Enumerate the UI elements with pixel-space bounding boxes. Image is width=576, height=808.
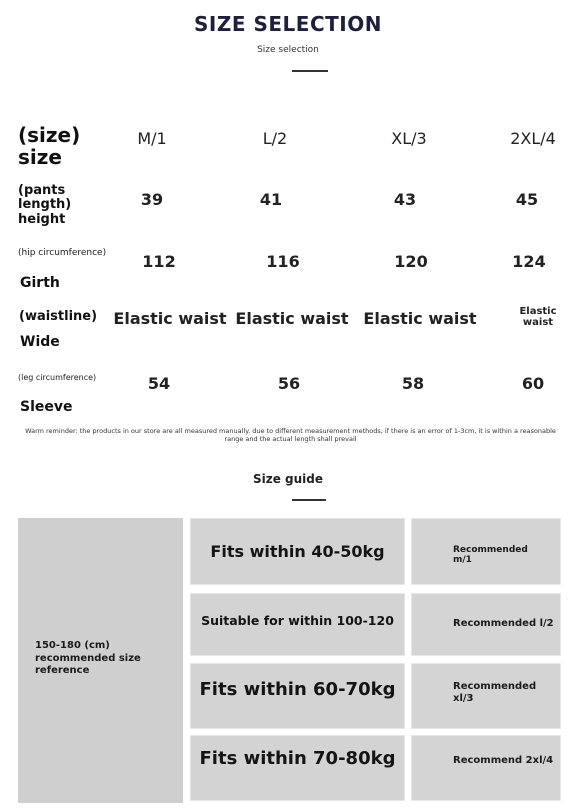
recommend-1-line1: Recommended — [453, 545, 528, 555]
size-header-line1: (size) — [18, 123, 81, 147]
size-col-l: L/2 — [262, 129, 288, 148]
fit-text-2: Suitable for within 100-120 — [201, 613, 394, 628]
girth-xl: 120 — [394, 252, 428, 271]
recommend-1-line2: m/1 — [453, 555, 472, 566]
girth-l: 116 — [266, 252, 300, 271]
wide-l: Elastic waist — [235, 309, 349, 328]
recommend-box-3 — [411, 663, 561, 729]
recommend-text-4: Recommend 2xl/4 — [453, 755, 554, 766]
height-m: 39 — [140, 190, 164, 209]
height-l: 41 — [259, 190, 283, 209]
guide-divider — [292, 499, 326, 501]
fit-box-3 — [190, 663, 405, 729]
wide-m: Elastic waist — [113, 309, 227, 328]
fit-text-4: Fits within 70-80kg — [199, 748, 396, 769]
height-reference-panel — [18, 518, 183, 803]
size-guide-title: Size guide — [252, 472, 324, 486]
title-divider — [292, 70, 328, 72]
girth-m: 112 — [142, 252, 176, 271]
sleeve-m: 54 — [147, 374, 171, 393]
height-reference-text: 150-180 (cm) recommended size reference — [35, 640, 141, 676]
height-2xl: 45 — [515, 190, 539, 209]
recommend-box-4 — [411, 735, 561, 801]
row-height-mainlabel: height — [18, 211, 66, 227]
size-header-line2: size — [18, 145, 62, 169]
warm-reminder: Warm reminder: the products in our store are all measured manually. due to different measurement methods, if there is an error of 1-3cm, it is within a reasonable range and the actual length shall prevail — [25, 427, 556, 444]
row-height-label — [18, 184, 98, 227]
sleeve-2xl: 60 — [521, 374, 545, 393]
row-height-sublabel: (pants length) — [18, 183, 72, 213]
recommend-3-line2: xl/3 — [453, 692, 474, 704]
size-col-xl: XL/3 — [391, 129, 427, 148]
row-wide-mainlabel: Wide — [20, 334, 60, 350]
sleeve-l: 56 — [277, 374, 301, 393]
page-title: SIZE SELECTION — [194, 12, 382, 36]
wide-2xl: Elastic waist — [519, 306, 557, 328]
row-girth-mainlabel: Girth — [20, 275, 60, 291]
fit-box-2 — [190, 593, 405, 656]
girth-2xl: 124 — [512, 252, 546, 271]
size-header-label — [18, 124, 80, 168]
row-wide-sublabel: (waistline) — [19, 309, 98, 324]
size-col-2xl: 2XL/4 — [510, 129, 556, 148]
row-sleeve-mainlabel: Sleeve — [20, 399, 73, 415]
page-subtitle: Size selection — [257, 45, 319, 55]
wide-xl: Elastic waist — [363, 309, 477, 328]
size-col-m: M/1 — [137, 129, 167, 148]
recommend-text-1 — [453, 545, 528, 566]
sleeve-xl: 58 — [401, 374, 425, 393]
row-girth-sublabel: (hip circumference) — [18, 248, 107, 258]
recommend-box-2 — [411, 593, 561, 656]
fit-text-3: Fits within 60-70kg — [199, 679, 396, 700]
fit-text-1: Fits within 40-50kg — [210, 542, 385, 561]
fit-box-1 — [190, 518, 405, 585]
recommend-box-1 — [411, 518, 561, 585]
recommend-3-line1: Recommended — [453, 681, 537, 692]
fit-box-4 — [190, 735, 405, 801]
recommend-text-3 — [453, 681, 536, 704]
recommend-text-2: Recommended l/2 — [453, 618, 554, 629]
row-sleeve-sublabel: (leg circumference) — [18, 373, 97, 382]
height-xl: 43 — [393, 190, 417, 209]
